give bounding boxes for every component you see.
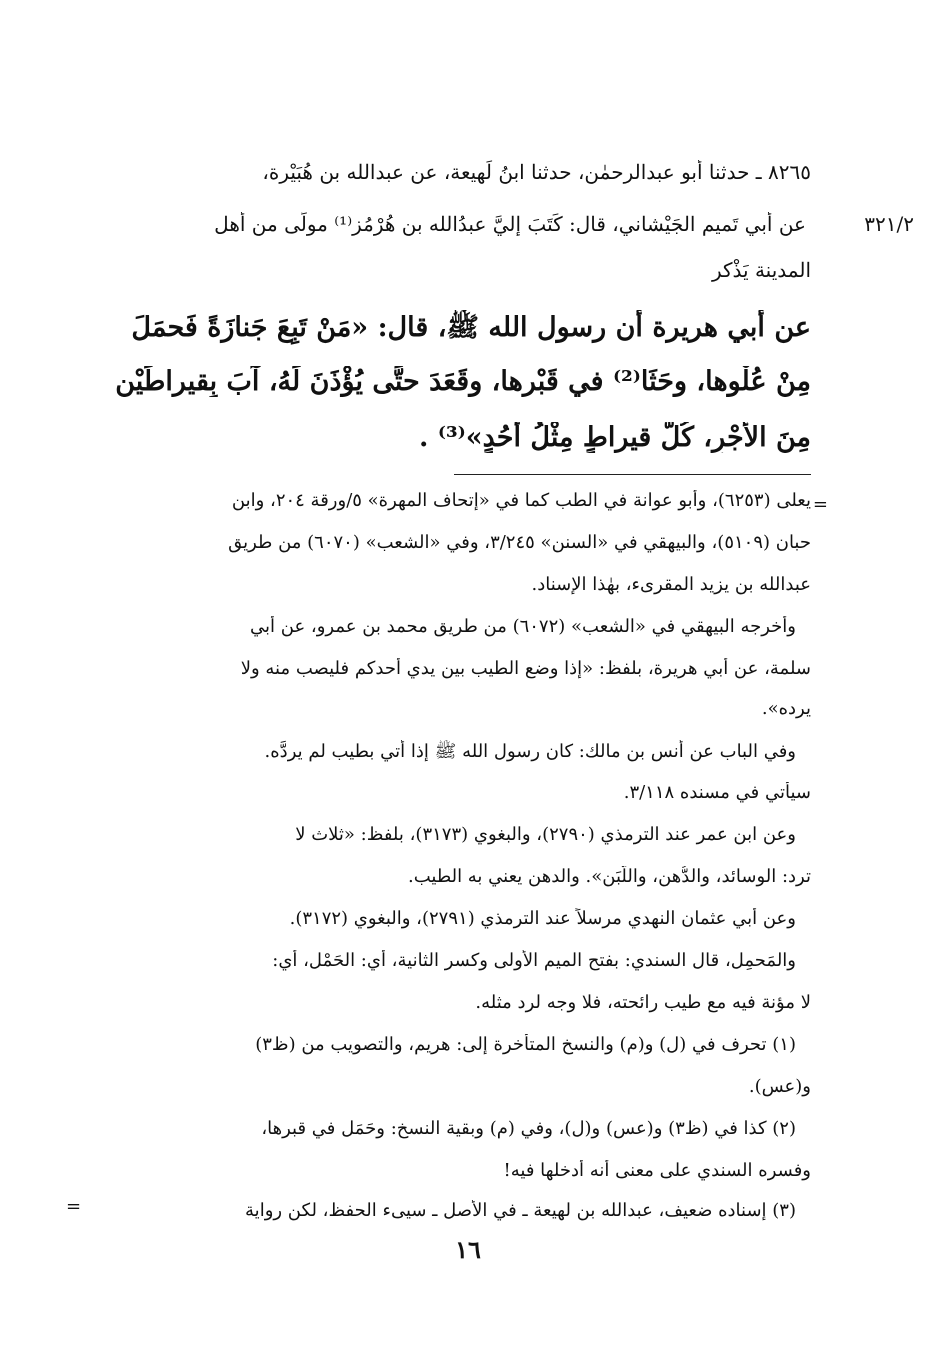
footnote-line: وعن أبي عثمان النهدي مرسلاً عند الترمذي (٢٧٩١)، والبغوي (٣١٧٢).: [289, 908, 796, 929]
footnote-line: يعلى (٦٢٥٣)، وأبو عوانة في الطب كما في «إتحاف المهرة» ٥/ورقة ٢٠٤، وابن: [231, 490, 811, 511]
page-number: ١٦: [455, 1235, 481, 1264]
footnote-separator: [454, 474, 811, 475]
volume-page-reference: ٣٢١/٢: [864, 212, 914, 236]
footnote-line: وأخرجه البيهقي في «الشعب» (٦٠٧٢) من طريق محمد بن عمرو، عن أبي: [250, 616, 796, 637]
footnote-line: وفي الباب عن أنس بن مالك: كان رسول الله ﷺ إذا أتي بطيب لم يردَّه.: [264, 741, 796, 762]
matn-line-2: مِنْ عُلْوها، وحَثَا⁽²⁾ في قَبْرها، وقَعَدَ حتَّى يُؤْذَنَ لَهُ، آبَ بِقيراطَيْنِ: [115, 366, 811, 397]
footnote-line: (٣) إسناده ضعيف، عبدالله بن لهيعة ـ في الأصل ـ سيىء الحفظ، لكن رواية: [245, 1200, 796, 1221]
footnote-line: حبان (٥١٠٩)، والبيهقي في «السنن» ٣/٢٤٥، وفي «الشعب» (٦٠٧٠) من طريق: [228, 532, 811, 553]
footnote-line: لا مؤنة فيه مع طيب رائحته، فلا وجه لرد مثله.: [475, 992, 811, 1013]
footnote-line: ترد: الوسائد، والدُّهن، واللَّبَن». والدهن يعني به الطيب.: [407, 866, 811, 887]
footnote-line: والمَحمِل، قال السندي: بفتح الميم الأولى وكسر الثانية، أي: الحَمْل، أي:: [272, 950, 796, 971]
footnote-line: (٢) كذا في (ظ٣) و(عس) و(ل)، وفي (م) وبقية النسخ: وحَمَل في قبرها،: [261, 1118, 796, 1139]
footnote-line: وفسره السندي على معنى أنه أدخلها فيه!: [503, 1160, 811, 1181]
isnad-line-3: المدينة يَذْكر: [711, 258, 811, 282]
matn-line-1: عن أَبي هريرة أن رسول الله ﷺ، قال: «مَنْ تَبِعَ جَنازَةً فَحمَلَ: [131, 312, 811, 343]
footnote-line: سيأتي في مسنده ٣/١١٨.: [623, 782, 811, 803]
footnote-line: سلمة، عن أبي هريرة، بلفظ: «إذا وضع الطيب بين يدي أحدكم فليصب منه ولا: [240, 658, 811, 679]
footnote-line: وعن ابن عمر عند الترمذي (٢٧٩٠)، والبغوي (٣١٧٣)، بلفظ: «ثلاث لا: [295, 824, 796, 845]
footnote-line: و(عس).: [748, 1076, 811, 1097]
isnad-line-2: عن أَبي تَميم الجَيْشاني، قال: كَتَبَ إليَّ عبدُالله بن هُرْمُز⁽¹⁾ مولًى من أهل: [214, 212, 806, 236]
footnote-line: يرده».: [761, 698, 811, 719]
matn-line-3: مِنَ الأَجْرِ، كُلُّ قيراطٍ مِثْلُ أُحُدٍ»⁽³⁾ .: [419, 422, 811, 453]
continuation-marker-bottom: =: [66, 1196, 82, 1217]
footnote-line: (١) تحرف في (ل) و(م) والنسخ المتأخرة إلى: هريم، والتصويب من (ظ٣): [255, 1034, 796, 1055]
isnad-line-1: ٨٢٦٥ ـ حدثنا أبو عبدالرحمٰن، حدثنا ابنُ لَهيعة، عن عبدالله بن هُبَيْرة،: [262, 160, 811, 184]
footnote-line: عبدالله بن يزيد المقرىء، بهٰذا الإسناد.: [531, 574, 811, 595]
continuation-marker-top: =: [812, 494, 828, 515]
